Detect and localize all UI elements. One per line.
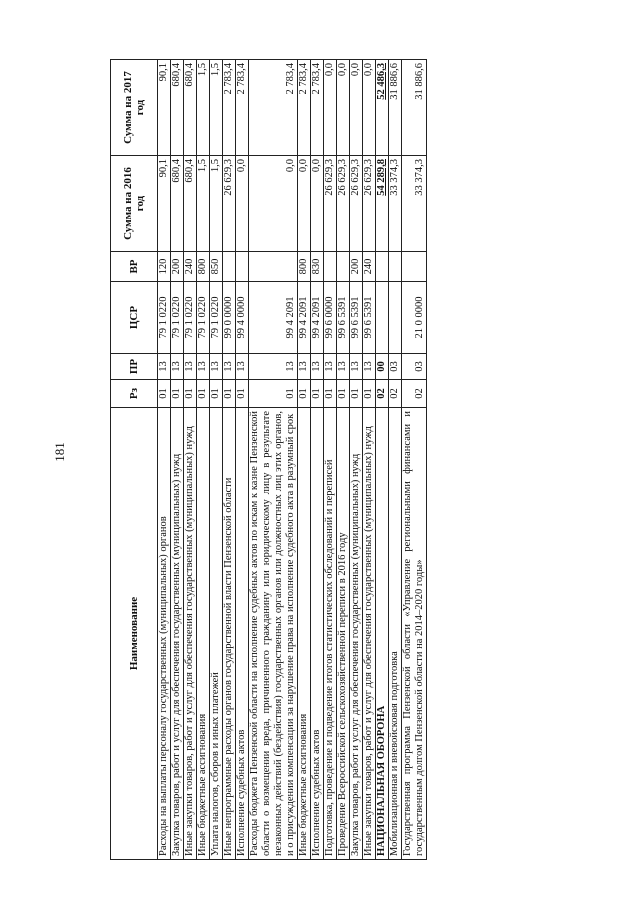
cell-pr: 13	[350, 354, 363, 380]
cell-name: Иные непрограммные расходы органов государственной власти Пензенской области	[223, 408, 236, 860]
table-row	[298, 60, 311, 860]
cell-vr	[389, 252, 402, 282]
table-row	[171, 60, 184, 860]
cell-sum-2016: 1,5	[197, 156, 210, 252]
cell-sum-2017: 1,5	[210, 60, 223, 156]
cell-csr: 99 4 2091	[298, 282, 311, 354]
cell-sum-2016: 26 629,3	[337, 156, 350, 252]
cell-sum-2017: 2 783,4	[298, 60, 311, 156]
table-row	[197, 60, 210, 860]
cell-rz: 02	[389, 380, 402, 408]
cell-sum-2016: 0,0	[249, 156, 298, 252]
cell-vr: 830	[311, 252, 324, 282]
cell-sum-2016: 26 629,3	[324, 156, 337, 252]
cell-sum-2017: 2 783,4	[311, 60, 324, 156]
cell-name: Государственная программа Пензенской области «Управление региональными финансами и государственным долгом Пензенской области на 2014–2020 годы»	[402, 408, 427, 860]
cell-vr: 200	[350, 252, 363, 282]
cell-rz: 01	[210, 380, 223, 408]
table-header-row	[111, 60, 158, 860]
cell-name: Иные бюджетные ассигнования	[298, 408, 311, 860]
cell-pr: 13	[184, 354, 197, 380]
cell-rz: 01	[158, 380, 171, 408]
table-row	[158, 60, 171, 860]
cell-csr: 21 0 0000	[402, 282, 427, 354]
cell-sum-2017: 2 783,4	[249, 60, 298, 156]
cell-name: Расходы бюджета Пензенской области на исполнение судебных актов по искам к казне Пензенской области о возмещении вреда, причиненного гражданину или юридическому лицу в результате незаконных действий (бездействия) государственных органов или должностных лиц этих органов, и о присуждении компенсации за нарушение права на исполнение судебного акта в разумный срок	[249, 408, 298, 860]
cell-name: Иные бюджетные ассигнования	[197, 408, 210, 860]
cell-vr	[337, 252, 350, 282]
cell-csr: 99 6 5391	[337, 282, 350, 354]
cell-rz: 02	[376, 380, 389, 408]
cell-pr: 00	[376, 354, 389, 380]
table-row	[389, 60, 402, 860]
cell-rz: 01	[311, 380, 324, 408]
cell-vr: 850	[210, 252, 223, 282]
cell-sum-2017: 52 486,3	[376, 60, 389, 156]
cell-vr	[324, 252, 337, 282]
cell-sum-2016: 0,0	[298, 156, 311, 252]
cell-name: Иные закупки товаров, работ и услуг для обеспечения государственных (муниципальных) нужд	[363, 408, 376, 860]
cell-sum-2016: 680,4	[171, 156, 184, 252]
cell-csr: 99 4 0000	[236, 282, 249, 354]
cell-sum-2016: 1,5	[210, 156, 223, 252]
cell-rz: 01	[197, 380, 210, 408]
cell-pr: 13	[210, 354, 223, 380]
cell-pr: 13	[223, 354, 236, 380]
cell-pr: 13	[249, 354, 298, 380]
table-row	[223, 60, 236, 860]
cell-rz: 01	[223, 380, 236, 408]
table-row	[350, 60, 363, 860]
cell-sum-2016: 90,1	[158, 156, 171, 252]
cell-sum-2016: 26 629,3	[350, 156, 363, 252]
budget-table	[110, 59, 427, 860]
cell-sum-2017: 0,0	[350, 60, 363, 156]
budget-table-container	[110, 60, 580, 860]
cell-name: НАЦИОНАЛЬНАЯ ОБОРОНА	[376, 408, 389, 860]
cell-rz: 01	[171, 380, 184, 408]
cell-csr	[389, 282, 402, 354]
cell-rz: 01	[184, 380, 197, 408]
cell-pr: 13	[363, 354, 376, 380]
cell-pr: 13	[324, 354, 337, 380]
cell-vr: 800	[298, 252, 311, 282]
cell-sum-2016: 680,4	[184, 156, 197, 252]
cell-csr: 79 1 0220	[210, 282, 223, 354]
col-header-sum-2016: Сумма на 2016 год	[111, 156, 158, 252]
cell-rz: 01	[363, 380, 376, 408]
col-header-csr: ЦСР	[111, 282, 158, 354]
cell-csr: 79 1 0220	[197, 282, 210, 354]
cell-name: Исполнение судебных актов	[311, 408, 324, 860]
table-row	[311, 60, 324, 860]
cell-vr: 240	[184, 252, 197, 282]
cell-sum-2017: 90,1	[158, 60, 171, 156]
cell-vr	[402, 252, 427, 282]
cell-sum-2017: 2 783,4	[223, 60, 236, 156]
cell-csr: 99 6 0000	[324, 282, 337, 354]
cell-vr	[236, 252, 249, 282]
cell-name: Иные закупки товаров, работ и услуг для обеспечения государственных (муниципальных) нужд	[184, 408, 197, 860]
cell-sum-2016: 0,0	[236, 156, 249, 252]
cell-sum-2017: 31 886,6	[402, 60, 427, 156]
cell-sum-2016: 54 289,8	[376, 156, 389, 252]
cell-sum-2017: 2 783,4	[236, 60, 249, 156]
table-row	[236, 60, 249, 860]
cell-csr: 79 1 0220	[171, 282, 184, 354]
cell-vr	[376, 252, 389, 282]
cell-rz: 01	[298, 380, 311, 408]
cell-name: Расходы на выплаты персоналу государственных (муниципальных) органов	[158, 408, 171, 860]
table-row	[249, 60, 298, 860]
cell-rz: 01	[350, 380, 363, 408]
cell-sum-2017: 680,4	[184, 60, 197, 156]
table-body	[158, 60, 427, 860]
cell-vr: 120	[158, 252, 171, 282]
cell-rz: 01	[236, 380, 249, 408]
cell-rz: 02	[402, 380, 427, 408]
cell-csr: 99 4 2091	[249, 282, 298, 354]
cell-pr: 13	[197, 354, 210, 380]
cell-vr: 200	[171, 252, 184, 282]
cell-name: Проведение Всероссийской сельскохозяйственной переписи в 2016 году	[337, 408, 350, 860]
cell-pr: 13	[298, 354, 311, 380]
cell-pr: 03	[402, 354, 427, 380]
cell-name: Закупка товаров, работ и услуг для обеспечения государственных (муниципальных) нужд	[171, 408, 184, 860]
cell-rz: 01	[249, 380, 298, 408]
col-header-rz: Рз	[111, 380, 158, 408]
col-header-name: Наименование	[111, 408, 158, 860]
cell-sum-2017: 0,0	[363, 60, 376, 156]
cell-sum-2016: 33 374,3	[402, 156, 427, 252]
cell-sum-2016: 26 629,3	[223, 156, 236, 252]
cell-name: Исполнение судебных актов	[236, 408, 249, 860]
cell-sum-2016: 0,0	[311, 156, 324, 252]
col-header-vr: ВР	[111, 252, 158, 282]
cell-rz: 01	[324, 380, 337, 408]
table-row	[184, 60, 197, 860]
table-row	[324, 60, 337, 860]
cell-csr: 99 0 0000	[223, 282, 236, 354]
cell-sum-2017: 680,4	[171, 60, 184, 156]
cell-csr: 99 6 5391	[363, 282, 376, 354]
cell-csr	[376, 282, 389, 354]
cell-vr: 240	[363, 252, 376, 282]
cell-pr: 13	[337, 354, 350, 380]
cell-pr: 03	[389, 354, 402, 380]
cell-name: Мобилизационная и вневойсковая подготовка	[389, 408, 402, 860]
cell-sum-2017: 0,0	[324, 60, 337, 156]
col-header-pr: ПР	[111, 354, 158, 380]
cell-name: Закупка товаров, работ и услуг для обеспечения государственных (муниципальных) нужд	[350, 408, 363, 860]
cell-sum-2016: 26 629,3	[363, 156, 376, 252]
cell-csr: 99 6 5391	[350, 282, 363, 354]
cell-pr: 13	[158, 354, 171, 380]
cell-csr: 79 1 0220	[184, 282, 197, 354]
cell-pr: 13	[171, 354, 184, 380]
page-number: 181	[52, 442, 67, 462]
table-row	[376, 60, 389, 860]
cell-csr: 99 4 2091	[311, 282, 324, 354]
cell-pr: 13	[236, 354, 249, 380]
cell-name: Уплата налогов, сборов и иных платежей	[210, 408, 223, 860]
cell-sum-2016: 33 374,3	[389, 156, 402, 252]
table-row	[210, 60, 223, 860]
cell-name: Подготовка, проведение и подведение итогов статистических обследований и переписей	[324, 408, 337, 860]
cell-rz: 01	[337, 380, 350, 408]
cell-sum-2017: 0,0	[337, 60, 350, 156]
cell-pr: 13	[311, 354, 324, 380]
col-header-sum-2017: Сумма на 2017 год	[111, 60, 158, 156]
cell-csr: 79 1 0220	[158, 282, 171, 354]
cell-sum-2017: 1,5	[197, 60, 210, 156]
cell-vr	[249, 252, 298, 282]
cell-sum-2017: 31 886,6	[389, 60, 402, 156]
cell-vr: 800	[197, 252, 210, 282]
table-row	[402, 60, 427, 860]
table-row	[337, 60, 350, 860]
table-row	[363, 60, 376, 860]
cell-vr	[223, 252, 236, 282]
